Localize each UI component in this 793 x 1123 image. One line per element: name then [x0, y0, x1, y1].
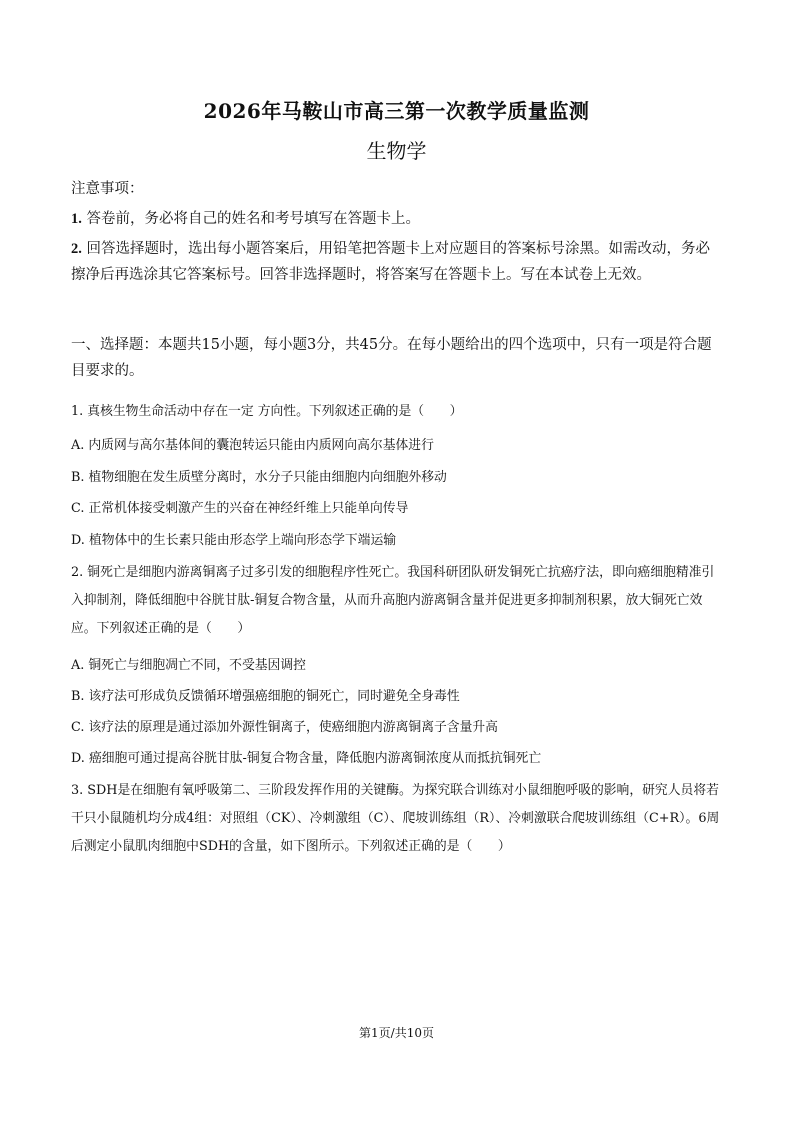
question-2-stem: 2. 铜死亡是细胞内游离铜离子过多引发的细胞程序性死亡。我国科研团队研发铜死亡抗癌疗法，即向癌细胞精准引入抑制剂，降低细胞中谷胱甘肽-铜复合物含量，从而升高胞内游离铜含量并促进更多抑制剂积累，放大铜死亡效应。下列叙述正确的是（ ） [71, 565, 715, 636]
exam-title: 2026年马鞍山市高三第一次教学质量监测 [203, 99, 590, 123]
notice-item-1-number: 1. [71, 211, 82, 227]
question-3-stem: 3. SDH是在细胞有氧呼吸第二、三阶段发挥作用的关键酶。为探究联合训练对小鼠细胞呼吸的影响，研究人员将若干只小鼠随机均分成4组：对照组（CK）、冷刺激组（C）、爬坡训练组（R）、冷刺激联合爬坡训练组（C+R）。6周后测定小鼠肌肉细胞中SDH的含量，如下图所示。下列叙述正确的是（ ） [71, 783, 720, 854]
question-2-option-c: C. 该疗法的原理是通过添加外源性铜离子，使癌细胞内游离铜离子含量升高 [71, 720, 498, 735]
question-1-option-b: B. 植物细胞在发生质壁分离时，水分子只能由细胞内向细胞外移动 [71, 470, 447, 485]
notice-item-1 [71, 206, 723, 232]
notice-item-2-number: 2. [71, 241, 82, 257]
section-instructions: 一、选择题：本题共15小题，每小题3分，共45分。在每小题给出的四个选项中，只有一项是符合题目要求的。 [71, 337, 712, 379]
question-1-option-a: A. 内质网与高尔基体间的囊泡转运只能由内质网向高尔基体进行 [71, 438, 434, 453]
question-1-option-c: C. 正常机体接受刺激产生的兴奋在神经纤维上只能单向传导 [71, 501, 409, 516]
page-number: 第1页/共10页 [359, 1026, 434, 1040]
notice-item-2 [71, 236, 723, 288]
question-1-stem: 1. 真核生物生命活动中存在一定 方向性。下列叙述正确的是（ ） [71, 404, 463, 419]
question-1-option-d: D. 植物体中的生长素只能由形态学上端向形态学下端运输 [71, 533, 397, 548]
question-2-option-b: B. 该疗法可形成负反馈循环增强癌细胞的铜死亡，同时避免全身毒性 [71, 689, 460, 704]
notice-item-1-text: 答卷前，务必将自己的姓名和考号填写在答题卡上。 [86, 211, 420, 227]
question-2-option-a: A. 铜死亡与细胞凋亡不同，不受基因调控 [71, 658, 306, 673]
question-2-option-d: D. 癌细胞可通过提高谷胱甘肽-铜复合物含量，降低胞内游离铜浓度从而抵抗铜死亡 [71, 751, 542, 766]
notice-heading: 注意事项： [71, 181, 144, 197]
notice-item-2-text: 回答选择题时，选出每小题答案后，用铅笔把答题卡上对应题目的答案标号涂黑。如需改动，务必擦净后再选涂其它答案标号。回答非选择题时，将答案写在答题卡上。写在本试卷上无效。 [71, 241, 710, 283]
subject-title: 生物学 [366, 139, 427, 163]
